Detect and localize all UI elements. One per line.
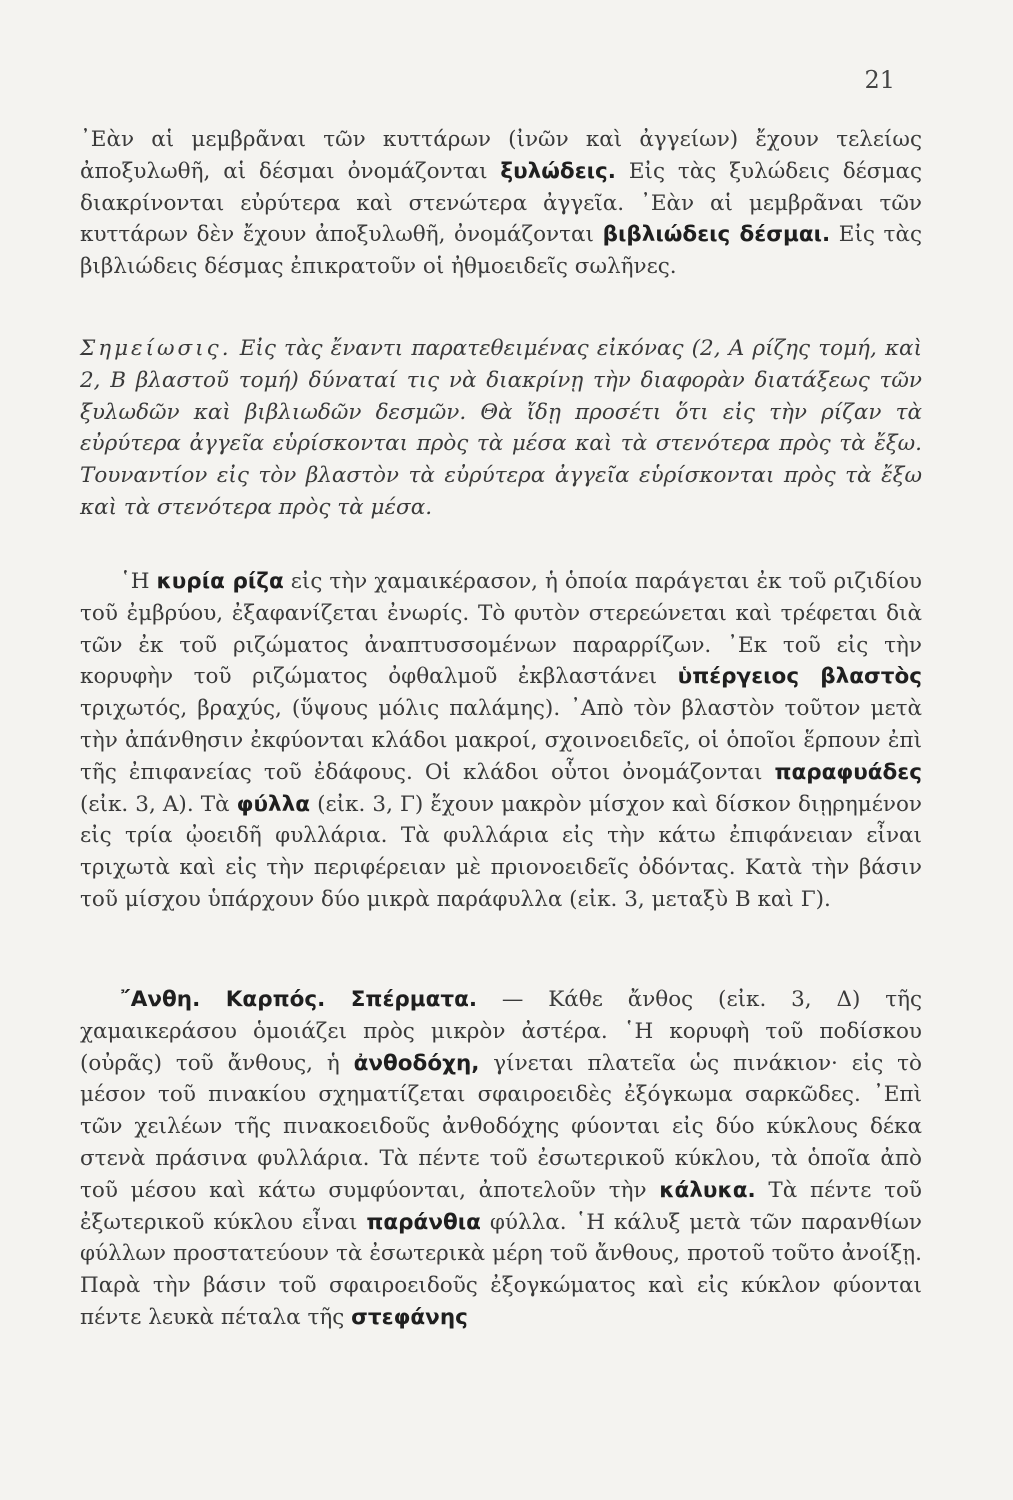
note-label: Σημείωσις. — [80, 336, 232, 361]
section-heading: ῎Ανθη. Καρπός. Σπέρματα. — [120, 987, 478, 1012]
bold-term-paranthia: παράνθια — [366, 1209, 481, 1235]
bold-term-ypergeios-vlastos: ὑπέργειος βλαστὸς — [677, 664, 922, 690]
bold-term-kyria-riza: κυρία ρίζα — [156, 569, 284, 594]
paragraph-flowers-fruit-seeds — [80, 984, 922, 1334]
text-run: (εἰκ. 3, Γ) ἔχουν μακρὸν μίσχον καὶ δίσκον διῃρημένον εἰς τρία ᾠοειδῆ φυλλάρια. Τὰ φυλλάρια εἰς τὴν κάτω ἐπιφάνειαν εἶναι τριχωτὰ καὶ εἰς τὴν περιφέρειαν μὲ πριονοειδεῖς ὀδόντας. Κατὰ τὴν βάσιν τοῦ μίσχου ὑπάρχουν δύο μικρὰ παράφυλλα (εἰκ. 3, μεταξὺ Β καὶ Γ). — [80, 791, 922, 912]
text-run: φύλλα. ῾Η κάλυξ μετὰ τῶν παρανθίων φύλλων προστατεύουν τὰ ἐσωτερικὰ μέρη τοῦ ἄνθους, προτοῦ τοῦτο ἀνοίξῃ. Παρὰ τὴν βάσιν τοῦ σφαιροειδοῦς ἐξογκώματος καὶ εἰς κύκλον φύονται πέντε λευκὰ πέταλα τῆς — [80, 1209, 922, 1330]
paragraph-root-and-stem — [80, 566, 922, 916]
text-run: ᾽Εὰν αἱ μεμβρᾶναι τῶν κυττάρων (ἰνῶν καὶ ἀγγείων) ἔχουν τελείως ἀποξυλωθῆ, αἱ δέσμαι ὀνομάζονται — [80, 127, 922, 184]
bold-term-vivliodeis-desmai: βιβλιώδεις δέσμαι. — [602, 222, 831, 248]
text-run: ῾Η — [120, 569, 157, 594]
page-number: 21 — [864, 66, 895, 94]
bold-term-kalyka: κάλυκα. — [659, 1177, 756, 1203]
text-run: Τὰ πέντε τοῦ ἐξωτερικοῦ κύκλου εἶναι — [80, 1177, 922, 1235]
bold-term-xylodeis: ξυλώδεις. — [500, 158, 616, 184]
text-run: εἰς τὴν χαμαικέρασον, ἡ ὁποία παράγεται ἐκ τοῦ ριζιδίου τοῦ ἐμβρύου, ἐξαφανίζεται ἐνωρίς. Τὸ φυτὸν στερεώνεται καὶ τρέφεται διὰ τῶν ἐκ τοῦ ριζώματος ἀναπτυσσομένων παραρρίζων. ᾽Εκ τοῦ εἰς τὴν κορυφὴν τοῦ ριζώματος ὀφθαλμοῦ ἐκβλαστάνει — [80, 569, 922, 690]
note-paragraph — [80, 333, 922, 524]
text-run: (εἰκ. 3, Α). Τὰ — [80, 791, 237, 817]
bold-term-parafyades: παραφυάδες — [774, 759, 922, 785]
text-run: Εἰς τὰς ξυλώδεις δέσμας διακρίνονται εὐρύτερα καὶ στενώτερα ἀγγεῖα. ᾽Εὰν αἱ μεμβρᾶναι τῶν κυττάρων δὲν ἔχουν ἀποξυλωθῆ, ὀνομάζονται — [80, 158, 923, 248]
text-run: τριχωτός, βραχύς, (ὕψους μόλις παλάμης). ᾽Απὸ τὸν βλαστὸν τοῦτον μετὰ τὴν ἀπάνθησιν ἐκφύονται κλάδοι μακροί, σχοινοειδεῖς, οἱ ὁποῖοι ἕρπουν ἐπὶ τῆς ἐπιφανείας τοῦ ἐδάφους. Οἱ κλάδοι οὗτοι ὀνομάζονται — [80, 696, 922, 785]
text-run: Εἰς τὰς ἔναντι παρατεθειμένας εἰκόνας (2, Α ρίζης τομή, καὶ 2, Β βλαστοῦ τομή) δύναταί τις νὰ διακρίνῃ τὴν διαφορὰν διατάξεως τῶν ξυλωδῶν καὶ βιβλιωδῶν δεσμῶν. Θὰ ἴδῃ προσέτι ὅτι εἰς τὴν ρίζαν τὰ εὐρύτερα ἀγγεῖα εὑρίσκονται πρὸς τὰ μέσα καὶ τὰ στενότερα πρὸς τὰ ἔξω. Τουναντίον εἰς τὸν βλαστὸν τὰ εὐρύτερα ἀγγεῖα εὑρίσκονται πρὸς τὰ ἔξω καὶ τὰ στενότερα πρὸς τὰ μέσα. — [80, 336, 922, 520]
bold-term-stefanis: στεφάνης — [351, 1304, 468, 1330]
text-run: γίνεται πλατεῖα ὡς πινάκιον· εἰς τὸ μέσον τοῦ πινακίου σχηματίζεται σφαιροειδὲς ἐξόγκωμα σαρκῶδες. ᾽Επὶ τῶν χειλέων τῆς πινακοειδοῦς ἀνθοδόχης φύονται εἰς δύο κύκλους δέκα στενὰ πράσινα φυλλάρια. Τὰ πέντε τοῦ ἐσωτερικοῦ κύκλου, τὰ ὁποῖα ἀπὸ τοῦ μέσου καὶ κάτω συμφύονται, ἀποτελοῦν τὴν — [80, 1050, 922, 1203]
paragraph-xylem-phloem-bundles — [80, 124, 922, 283]
bold-term-anthodochi: ἀνθοδόχη, — [353, 1050, 480, 1076]
text-run: — Κάθε ἄνθος (εἰκ. 3, Δ) τῆς χαμαικεράσου ὁμοιάζει πρὸς μικρὸν ἀστέρα. ῾Η κορυφὴ τοῦ ποδίσκου (οὐρᾶς) τοῦ ἄνθους, ἡ — [80, 987, 923, 1076]
text-run: Εἰς τὰς βιβλιώδεις δέσμας ἐπικρατοῦν οἱ ἠθμοειδεῖς σωλῆνες. — [80, 222, 923, 280]
bold-term-fylla: φύλλα — [236, 791, 310, 817]
